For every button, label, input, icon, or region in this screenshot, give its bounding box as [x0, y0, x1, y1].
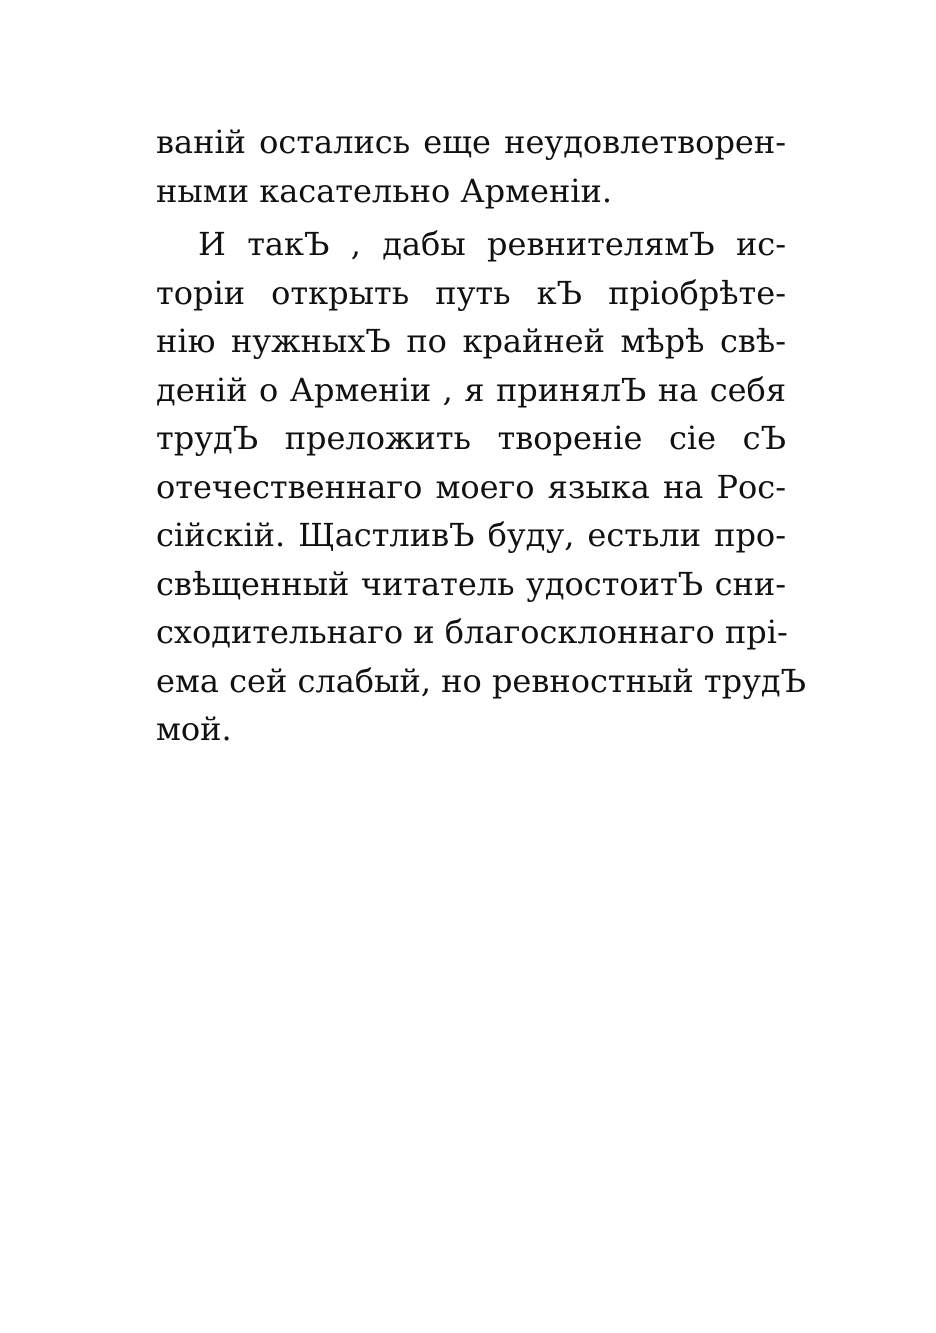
text-line: торiи открыть путь кЪ прiобрѣте- — [156, 273, 786, 312]
text-line: свѣщенный читатель удостоитЪ сни- — [156, 564, 786, 603]
text-line: нiю нужныхЪ по крайней мѣрѣ свѣ- — [156, 322, 786, 360]
text-line: ема сей слабый, но ревностный трудЪ — [156, 661, 807, 700]
text-line: денiй о Арменiи , я принялЪ на себя — [156, 370, 786, 409]
text-line: ванiй остались еще неудовлетворен- — [156, 123, 786, 161]
text-line: сходительнаго и благосклоннаго прi- — [156, 613, 788, 651]
text-line: трудЪ преложить творенiе сiе сЪ — [156, 419, 786, 457]
text-line: сiйскiй. ЩастливЪ буду, естьли про- — [156, 516, 786, 554]
paragraph-start-line: И такЪ , дабы ревнителямЪ ис- — [198, 225, 786, 263]
text-line: отечественнаго моего языка на Рос- — [156, 467, 786, 506]
text-line: ными касательно Арменiи. — [156, 171, 613, 210]
page-text — [156, 118, 807, 754]
text-line: мой. — [156, 710, 232, 748]
